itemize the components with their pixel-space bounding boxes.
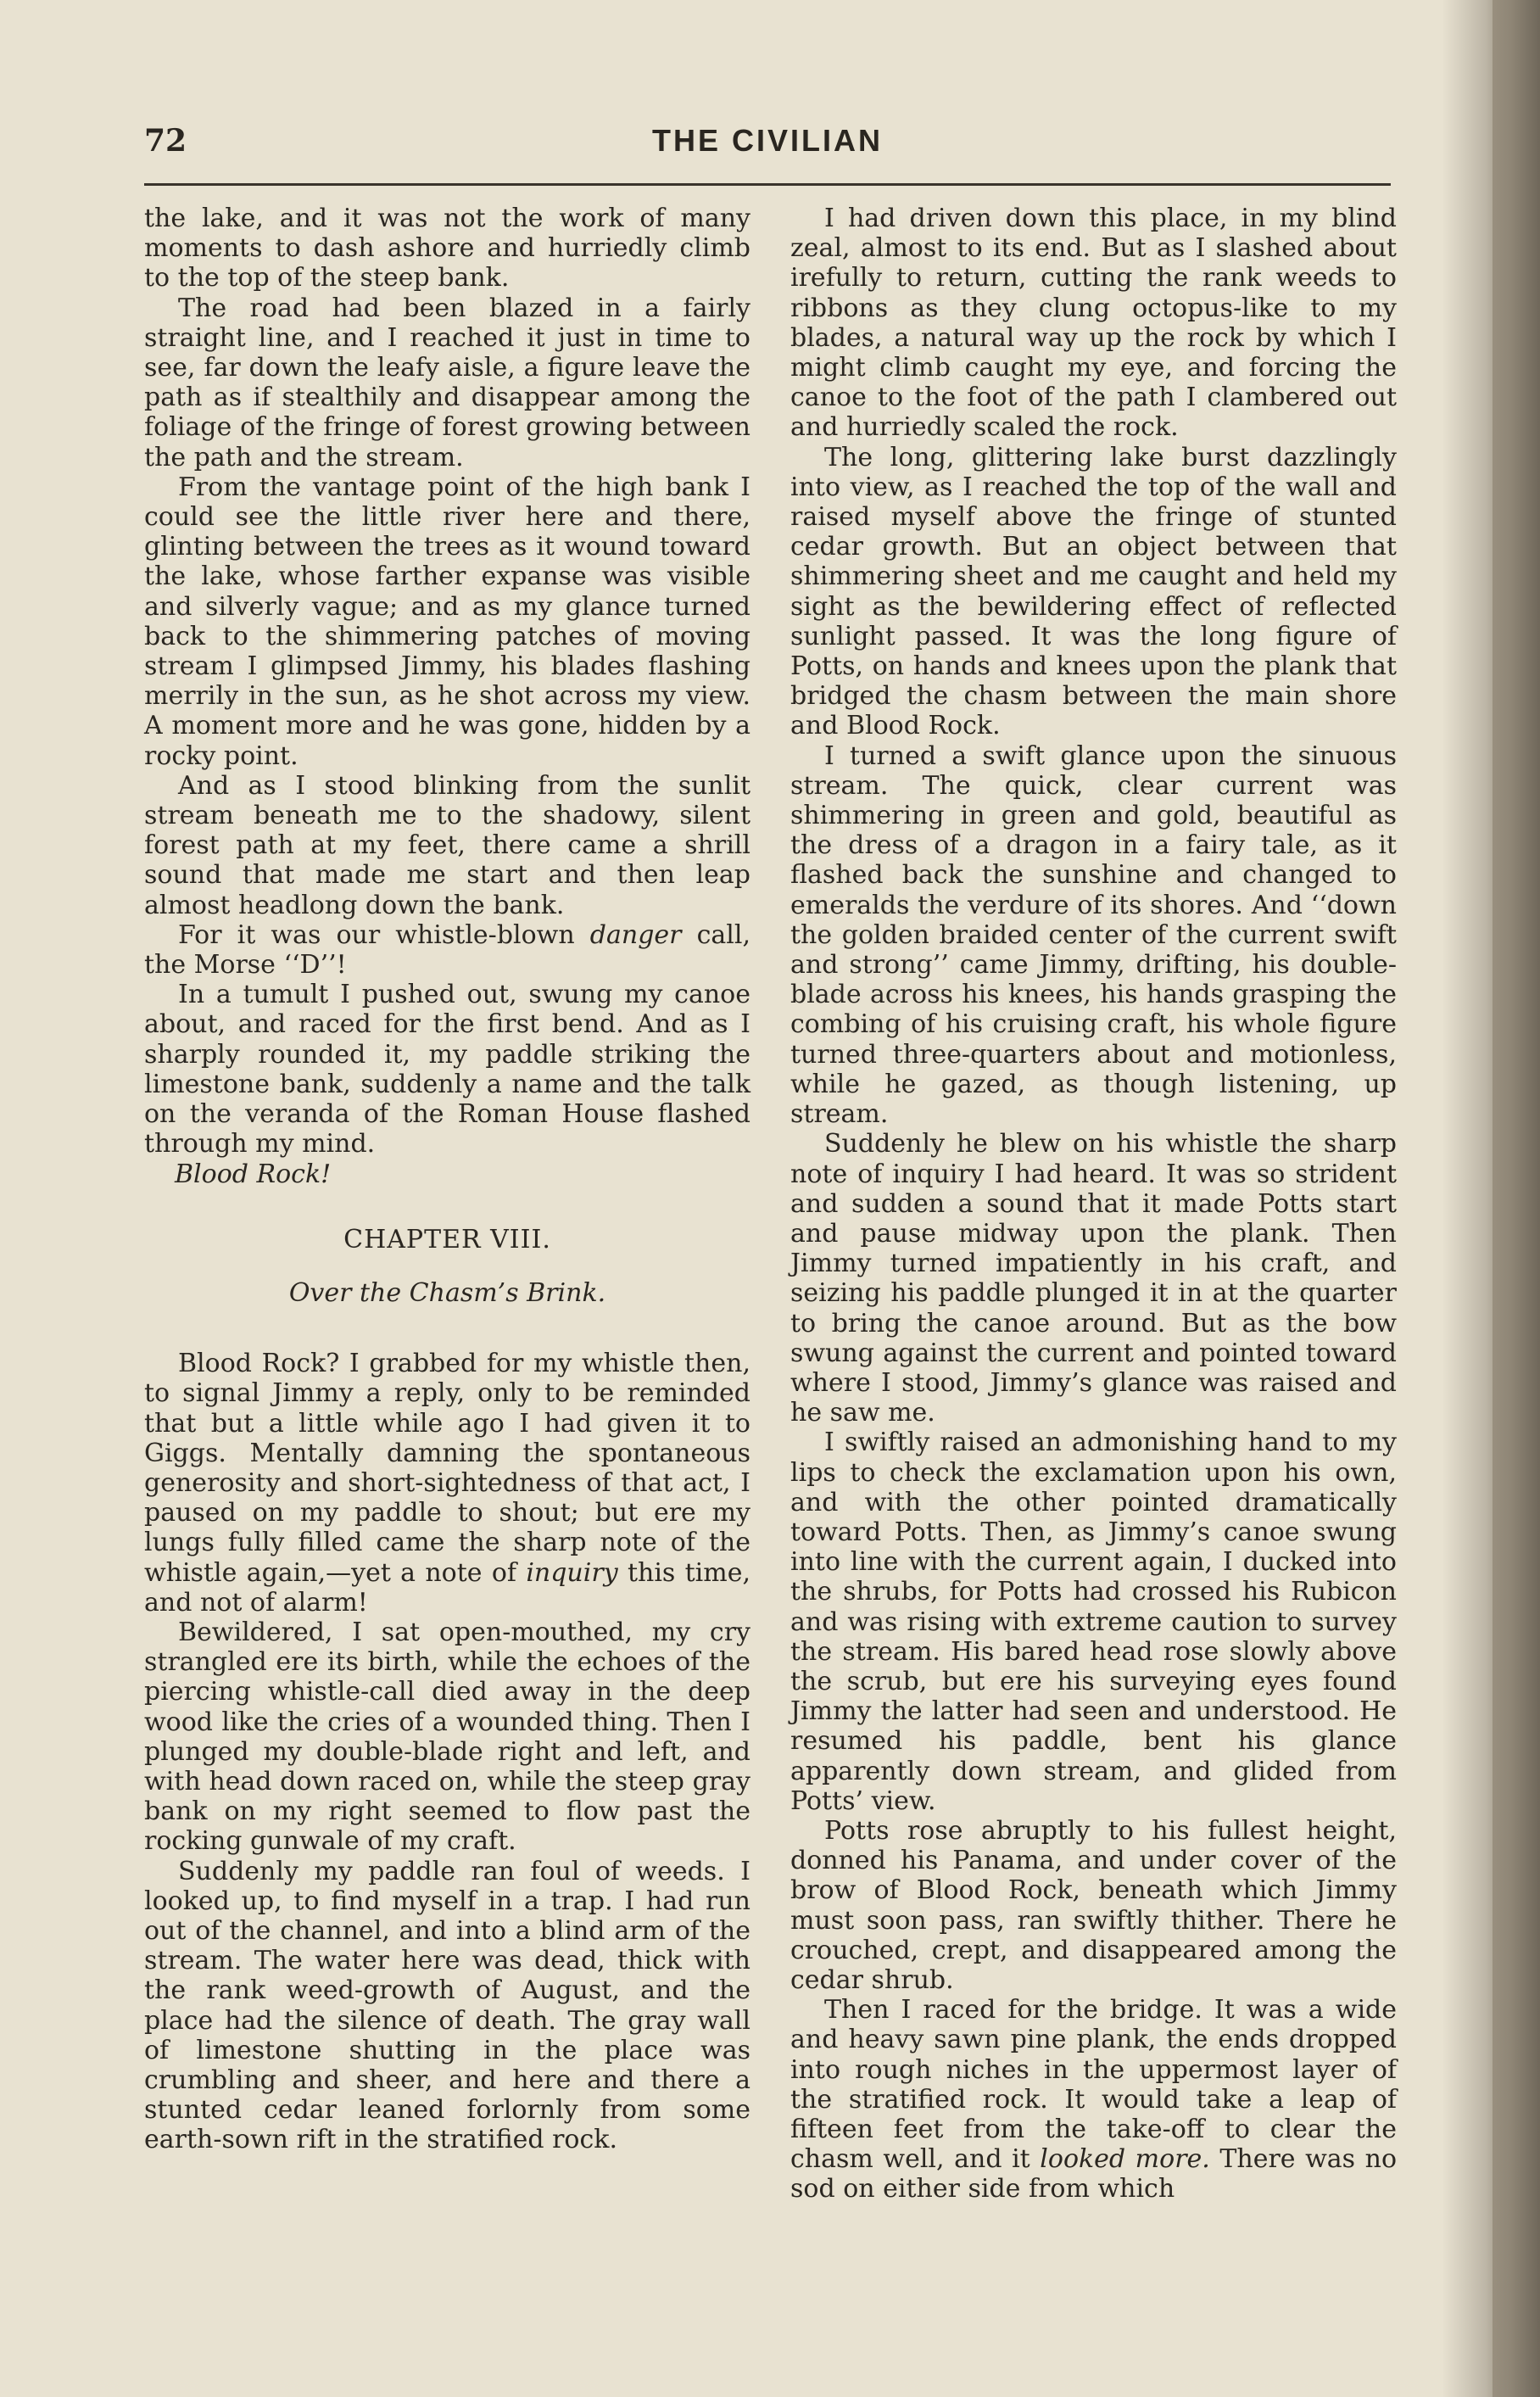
paragraph — [144, 1349, 750, 1618]
text-run: There was no sod on either side from which — [790, 2144, 1397, 2204]
paragraph: I had driven down this place, in my blind zeal, almost to its end. But as I slashed about irefully to return, cutting the rank weeds to ribbons as they clung octopus-like to my blades, a natural way up the rock by which I might climb caught my eye, and forcing the canoe to the foot of the path I clambered out and hurriedly scaled the rock. — [790, 204, 1397, 443]
right-column — [790, 204, 1397, 2204]
paragraph: The long, glittering lake burst dazzlingly into view, as I reached the top of the wall and raised myself above the fringe of stunted cedar growth. But an object between that shimmering sheet and me caught and held my sight as the bewildering effect of reflected sunlight passed. It was the long figure of Potts, on hands and knees upon the plank that bridged the chasm between the main shore and Blood Rock. — [790, 442, 1397, 741]
paragraph: I swiftly raised an admonishing hand to my lips to check the exclamation upon his own, and with the other pointed dramatically toward Potts. Then, as Jimmy’s canoe swung into line with the current again, I ducked into the shrubs, for Potts had crossed his Rubicon and was rising with extreme caution to survey the stream. His bared head rose slowly above the scrub, but ere his surveying eyes found Jimmy the latter had seen and understood. He resumed his paddle, bent his glance apparently down stream, and glided from Potts’ view. — [790, 1428, 1397, 1816]
paragraph-exclamation: Blood Rock! — [175, 1159, 332, 1189]
page-number: 72 — [144, 123, 187, 159]
paragraph: The road had been blazed in a fairly straight line, and I reached it just in time to see, far down the leafy aisle, a figure leave the path as if stealthily and disappear among the foliage of the fringe of forest growing between the path and the stream. — [144, 293, 750, 472]
paragraph: Suddenly my paddle ran foul of weeds. I looked up, to find myself in a trap. I had run out of the channel, and into a blind arm of the stream. The water here was dead, thick with the rank weed-growth of August, and the place had the silence of death. The gray wall of limestone shutting in the place was crumbling and sheer, and here and there a stunted cedar leaned forlornly from some earth-sown rift in the stratified rock. — [144, 1856, 750, 2155]
page-header — [144, 123, 1391, 174]
running-title: THE CIVILIAN — [651, 123, 883, 158]
header-rule — [144, 183, 1391, 186]
paragraph: From the vantage point of the high bank I could see the little river here and there, glinting between the trees as it wound toward the lake, whose farther expanse was visible and silverly vague; and as my glance turned back to the shimmering patches of moving stream I glimpsed Jimmy, his blades flashing merrily in the sun, as he shot across my view. A moment more and he was gone, hidden by a rocky point. — [144, 472, 750, 771]
paragraph: In a tumult I pushed out, swung my canoe about, and raced for the first bend. And as I sharply rounded it, my paddle striking the limestone bank, suddenly a name and the talk on the veranda of the Roman House flashed through my mind. — [144, 980, 750, 1159]
emphasis: inquiry — [526, 1557, 618, 1588]
paragraph: I turned a swift glance upon the sinuous stream. The quick, clear current was shimmering in green and gold, beautiful as the dress of a dragon in a fairy tale, as it flashed back the sunshine and changed to emeralds the verdure of its shores. And ‘‘down the golden braided center of the current swift and strong’’ came Jimmy, drifting, his double-blade across his knees, his hands grasping the combing of his cruising craft, his whole figure turned three-quarters about and motionless, while he gazed, as though listening, up stream. — [790, 740, 1397, 1130]
paragraph: Suddenly he blew on his whistle the sharp note of inquiry I had heard. It was so strident and sudden a sound that it made Potts start and pause midway upon the plank. Then Jimmy turned impatiently in his craft, and seizing his paddle plunged it in at the quarter to bring the canoe around. But as the bow swung against the current and pointed toward where I stood, Jimmy’s glance was raised and he saw me. — [790, 1129, 1397, 1428]
paragraph: Potts rose abruptly to his fullest height, donned his Panama, and under cover of the brow of Blood Rock, beneath which Jimmy must soon pass, ran swiftly thither. There he crouched, crept, and disappeared among the cedar shrub. — [790, 1815, 1397, 1995]
page-edge-shadow — [1442, 0, 1540, 2397]
paragraph: And as I stood blinking from the sunlit stream beneath me to the shadowy, silent forest path at my feet, there came a shrill sound that made me start and then leap almost headlong down the bank. — [144, 770, 750, 920]
emphasis: looked more. — [1040, 2144, 1210, 2175]
text-run: this time, and not of alarm! — [144, 1557, 750, 1618]
left-column — [144, 204, 750, 2155]
paragraph — [790, 1995, 1397, 2204]
text-run: For it was our whistle-blown — [178, 919, 590, 950]
chapter-subtitle: Over the Chasm’s Brink. — [288, 1277, 606, 1308]
emphasis: danger — [589, 919, 682, 950]
paragraph: the lake, and it was not the work of many moments to dash ashore and hurriedly climb to the top of the steep bank. — [144, 204, 750, 293]
paragraph: Bewildered, I sat open-mouthed, my cry strangled ere its birth, while the echoes of the piercing whistle-call died away in the deep wood like the cries of a wounded thing. Then I plunged my double-blade right and left, and with head down raced on, while the steep gray bank on my right seemed to flow past the rocking gunwale of my craft. — [144, 1617, 750, 1857]
text-run: call, the Morse ‘‘D’’! — [144, 919, 751, 981]
text-run: Then I raced for the bridge. It was a wide and heavy sawn pine plank, the ends dropped into rough niches in the uppermost layer of the stratified rock. It would take a leap of fifteen feet from the take-off to clear the chasm well, and it — [790, 1995, 1397, 2175]
text-run: Blood Rock? I grabbed for my whistle then, to signal Jimmy a reply, only to be reminded that but a little while ago I had given it to Giggs. Mentally damning the spontaneous generosity and short-sightedness of that act, I paused on my paddle to shout; but ere my lungs fully filled came the sharp note of the whistle again,—yet a note of — [144, 1349, 750, 1588]
paragraph — [144, 920, 750, 980]
chapter-heading: CHAPTER VIII. — [343, 1224, 551, 1254]
